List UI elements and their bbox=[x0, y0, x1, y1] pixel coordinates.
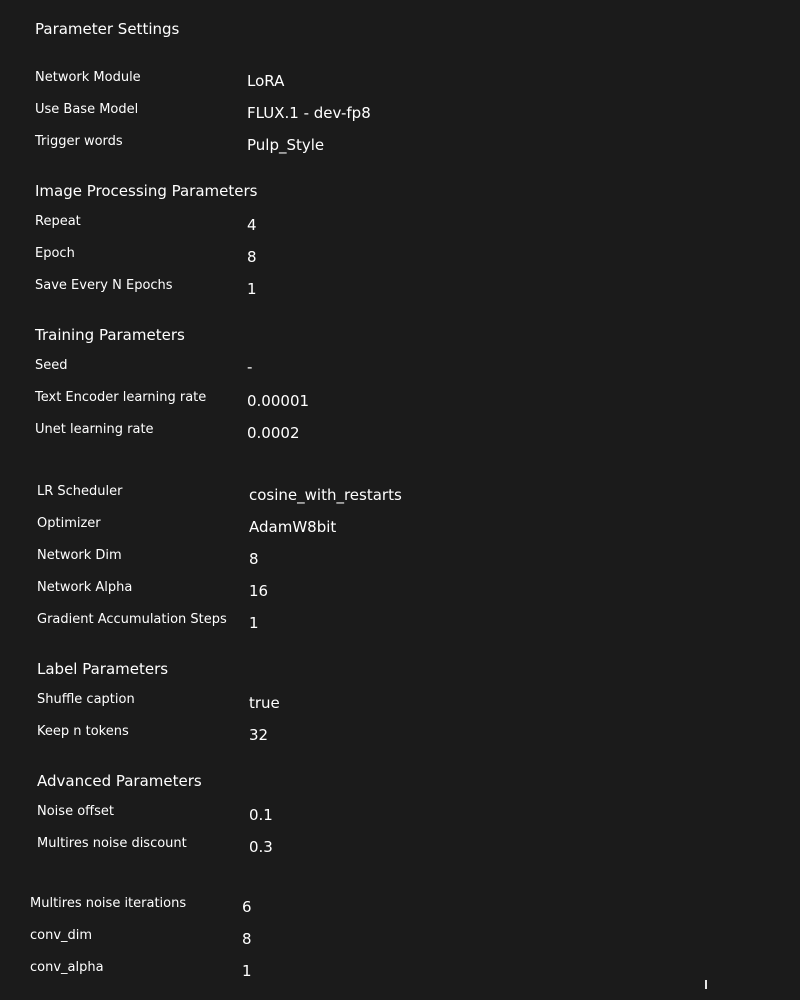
network-dim-label: Network Dim bbox=[37, 548, 122, 563]
advanced-parameters-title: Advanced Parameters bbox=[37, 772, 202, 790]
network-alpha-value: 16 bbox=[249, 582, 269, 600]
text-cursor-icon bbox=[705, 980, 707, 989]
conv-dim-value: 8 bbox=[242, 930, 252, 948]
shuffle-caption-value: true bbox=[249, 694, 280, 712]
unet-lr-label: Unet learning rate bbox=[35, 422, 154, 437]
keep-n-tokens-value: 32 bbox=[249, 726, 269, 744]
text-encoder-lr-value: 0.00001 bbox=[247, 392, 310, 410]
network-module-label: Network Module bbox=[35, 70, 141, 85]
shuffle-caption-label: Shuffle caption bbox=[37, 692, 135, 707]
seed-value: - bbox=[247, 358, 253, 376]
noise-offset-label: Noise offset bbox=[37, 804, 114, 819]
repeat-label: Repeat bbox=[35, 214, 81, 229]
trigger-words-value: Pulp_Style bbox=[247, 136, 325, 154]
repeat-value: 4 bbox=[247, 216, 257, 234]
network-module-value: LoRA bbox=[247, 72, 285, 90]
conv-alpha-label: conv_alpha bbox=[30, 960, 104, 975]
multires-noise-discount-label: Multires noise discount bbox=[37, 836, 187, 851]
network-dim-value: 8 bbox=[249, 550, 259, 568]
lr-scheduler-value: cosine_with_restarts bbox=[249, 486, 402, 504]
noise-offset-value: 0.1 bbox=[249, 806, 273, 824]
conv-dim-label: conv_dim bbox=[30, 928, 93, 943]
epoch-label: Epoch bbox=[35, 246, 75, 261]
unet-lr-value: 0.0002 bbox=[247, 424, 300, 442]
lr-scheduler-label: LR Scheduler bbox=[37, 484, 123, 499]
multires-noise-iterations-value: 6 bbox=[242, 898, 252, 916]
gradient-accumulation-label: Gradient Accumulation Steps bbox=[37, 612, 227, 627]
label-parameters-title: Label Parameters bbox=[37, 660, 169, 678]
training-parameters-title: Training Parameters bbox=[35, 326, 185, 344]
epoch-value: 8 bbox=[247, 248, 257, 266]
save-every-n-epochs-value: 1 bbox=[247, 280, 257, 298]
image-processing-title: Image Processing Parameters bbox=[35, 182, 258, 200]
multires-noise-iterations-label: Multires noise iterations bbox=[30, 896, 187, 911]
text-encoder-lr-label: Text Encoder learning rate bbox=[35, 390, 207, 405]
save-every-n-epochs-label: Save Every N Epochs bbox=[35, 278, 173, 293]
conv-alpha-value: 1 bbox=[242, 962, 252, 980]
trigger-words-label: Trigger words bbox=[35, 134, 123, 149]
network-alpha-label: Network Alpha bbox=[37, 580, 133, 595]
optimizer-value: AdamW8bit bbox=[249, 518, 337, 536]
base-model-label: Use Base Model bbox=[35, 102, 139, 117]
optimizer-label: Optimizer bbox=[37, 516, 101, 531]
gradient-accumulation-value: 1 bbox=[249, 614, 259, 632]
base-model-value: FLUX.1 - dev-fp8 bbox=[247, 104, 371, 122]
multires-noise-discount-value: 0.3 bbox=[249, 838, 273, 856]
keep-n-tokens-label: Keep n tokens bbox=[37, 724, 129, 739]
seed-label: Seed bbox=[35, 358, 68, 373]
parameter-settings-title: Parameter Settings bbox=[35, 20, 180, 38]
